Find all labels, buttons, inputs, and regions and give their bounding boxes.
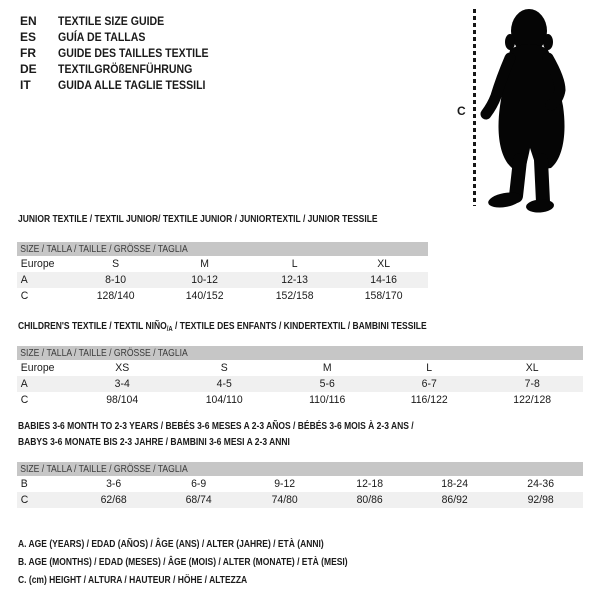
- height-cell: 80/86: [356, 494, 383, 506]
- childrens-textile-title-main: CHILDREN'S TEXTILE / TEXTIL NIÑO: [18, 321, 167, 332]
- language-code: ES: [20, 30, 37, 44]
- table-row-height: [17, 392, 583, 408]
- height-cell: 152/158: [275, 290, 314, 302]
- height-cell: 104/110: [206, 394, 244, 406]
- height-cell: 92/98: [527, 494, 554, 506]
- height-cell: 86/92: [441, 494, 469, 506]
- age-cell: 18-24: [441, 478, 469, 490]
- age-cell: 12-18: [356, 478, 384, 490]
- language-title-list: [20, 13, 229, 93]
- row-label: B: [20, 478, 28, 490]
- size-cell: M: [200, 258, 210, 270]
- legend-notes: [18, 536, 406, 590]
- height-cell: 116/122: [410, 394, 448, 406]
- age-cell: 6-9: [191, 478, 207, 490]
- size-header-bar: [17, 242, 428, 256]
- babies-title-line1: BABIES 3-6 MONTH TO 2-3 YEARS / BEBÉS 3-6 MESES A 2-3 AÑOS / BÉBÉS 3-6 MOIS À 2-3 ANS /: [18, 421, 414, 432]
- age-cell: 10-12: [191, 274, 219, 286]
- table-row-age: [17, 376, 583, 392]
- size-cell: M: [322, 362, 332, 374]
- size-cell: S: [221, 362, 229, 374]
- size-cell: L: [291, 258, 298, 270]
- age-cell: 4-5: [217, 378, 233, 390]
- height-cell: 74/80: [271, 494, 298, 506]
- junior-textile-title-text: JUNIOR TEXTILE / TEXTIL JUNIOR/ TEXTILE JUNIOR / JUNIORTEXTIL / JUNIOR TESSILE: [18, 214, 378, 225]
- height-cell: 158/170: [364, 290, 403, 302]
- childrens-textile-table: [17, 346, 583, 408]
- age-cell: 14-16: [370, 274, 397, 286]
- language-row-en: [20, 13, 229, 29]
- childrens-textile-title-sub: /A: [166, 326, 173, 333]
- language-code: FR: [20, 46, 36, 60]
- language-code: DE: [20, 62, 37, 76]
- language-row-de: [20, 61, 229, 77]
- size-header-bar: [17, 346, 583, 360]
- size-header-label: SIZE / TALLA / TAILLE / GRÖSSE / TAGLIA: [20, 243, 188, 255]
- table-row-europe: [17, 256, 428, 272]
- junior-textile-table: [17, 242, 428, 304]
- row-label: Europe: [20, 362, 55, 374]
- height-cell: 140/152: [185, 290, 224, 302]
- height-measure-label: C: [457, 104, 466, 118]
- row-label: C: [20, 494, 29, 506]
- table-row-age-months: [17, 476, 583, 492]
- childrens-textile-title-rest: / TEXTILE DES ENFANTS / KINDERTEXTIL / BAMBINI TESSILE: [172, 321, 427, 332]
- guide-title-it: GUIDA ALLE TAGLIE TESSILI: [58, 78, 206, 92]
- size-cell: XL: [525, 362, 539, 374]
- childrens-textile-title: [18, 319, 427, 338]
- row-label: C: [20, 290, 29, 302]
- table-row-europe: [17, 360, 583, 376]
- height-cell: 128/140: [96, 290, 135, 302]
- height-cell: 122/128: [512, 394, 551, 406]
- language-code: EN: [20, 14, 37, 28]
- height-cell: 62/68: [100, 494, 127, 506]
- size-header-bar: [17, 462, 583, 476]
- language-code: IT: [20, 78, 31, 92]
- guide-title-fr: GUIDE DES TAILLES TEXTILE: [58, 46, 209, 60]
- size-cell: XL: [376, 258, 390, 270]
- row-label: Europe: [20, 258, 55, 270]
- note-height: C. (cm) HEIGHT / ALTURA / HAUTEUR / HÖHE / ALTEZZA: [18, 575, 248, 586]
- size-cell: S: [112, 258, 120, 270]
- row-label: A: [20, 274, 28, 286]
- height-measure-dashed-line: [473, 9, 476, 206]
- row-label: C: [20, 394, 29, 406]
- age-cell: 8-10: [105, 274, 127, 286]
- height-cell: 68/74: [185, 494, 213, 506]
- babies-textile-table: [17, 462, 583, 508]
- babies-textile-title: [18, 419, 414, 451]
- language-row-es: [20, 29, 229, 45]
- age-cell: 3-4: [114, 378, 130, 390]
- junior-textile-title: [18, 212, 378, 228]
- guide-title-de: TEXTILGRÖßENFÜHRUNG: [58, 62, 193, 76]
- size-header-label: SIZE / TALLA / TAILLE / GRÖSSE / TAGLIA: [20, 347, 188, 359]
- size-cell: L: [426, 362, 433, 374]
- age-cell: 6-7: [421, 378, 437, 390]
- language-row-fr: [20, 45, 229, 61]
- guide-title-en: TEXTILE SIZE GUIDE: [58, 14, 165, 28]
- note-age-months: B. AGE (MONTHS) / EDAD (MESES) / ÂGE (MOIS) / ALTER (MONATE) / ETÀ (MESI): [18, 557, 348, 568]
- age-cell: 5-6: [319, 378, 335, 390]
- age-cell: 9-12: [273, 478, 295, 490]
- note-age-years: A. AGE (YEARS) / EDAD (AÑOS) / ÂGE (ANS) / ALTER (JAHRE) / ETÀ (ANNI): [18, 539, 324, 550]
- size-header-label: SIZE / TALLA / TAILLE / GRÖSSE / TAGLIA: [20, 463, 188, 475]
- age-cell: 7-8: [524, 378, 540, 390]
- age-cell: 12-13: [280, 274, 308, 286]
- toddler-silhouette-icon: [479, 4, 574, 214]
- age-cell: 24-36: [526, 478, 554, 490]
- babies-title-line2: BABYS 3-6 MONATE BIS 2-3 JAHRE / BAMBINI 3-6 MESI A 2-3 ANNI: [18, 437, 290, 448]
- age-cell: 3-6: [106, 478, 122, 490]
- guide-title-es: GUÍA DE TALLAS: [58, 30, 146, 44]
- row-label: A: [20, 378, 28, 390]
- height-cell: 98/104: [106, 394, 139, 406]
- table-row-age: [17, 272, 428, 288]
- size-cell: XS: [115, 362, 130, 374]
- language-row-it: [20, 77, 229, 93]
- table-row-height: [17, 492, 583, 508]
- table-row-height: [17, 288, 428, 304]
- height-cell: 110/116: [308, 394, 346, 406]
